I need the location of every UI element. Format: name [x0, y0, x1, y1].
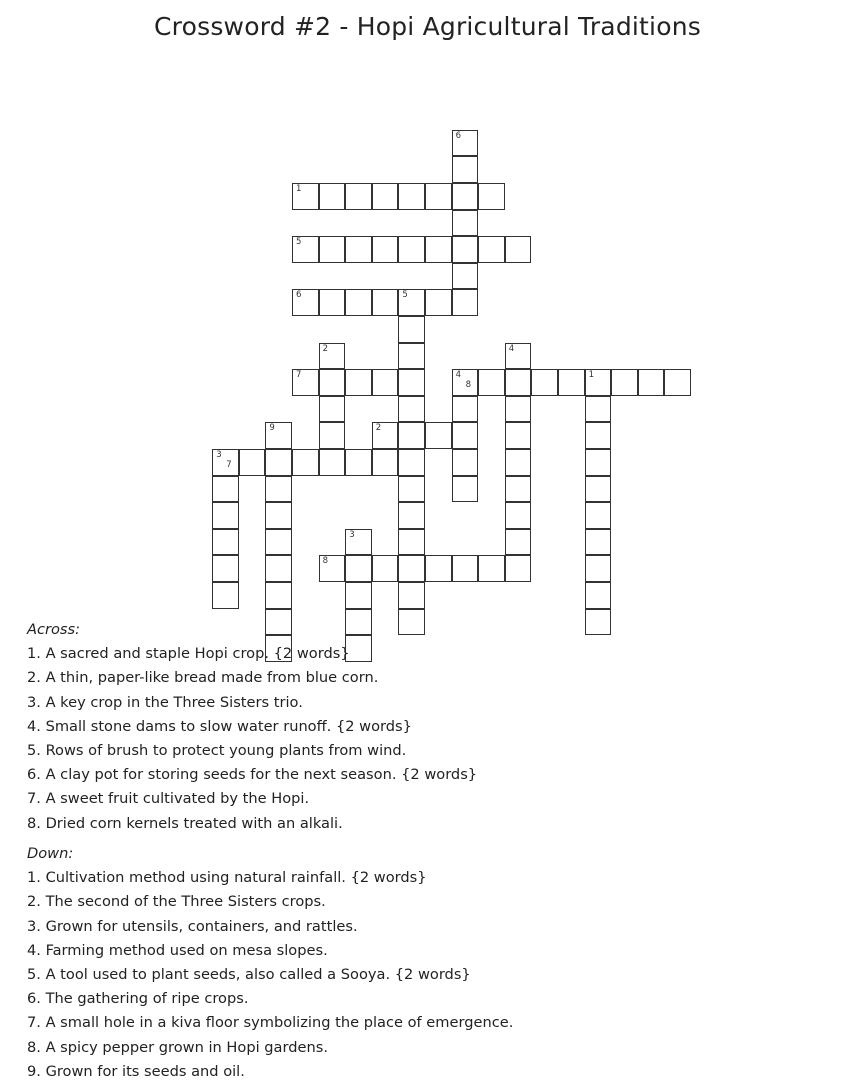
- crossword-cell[interactable]: [372, 236, 399, 263]
- crossword-cell[interactable]: [611, 369, 638, 396]
- crossword-cell[interactable]: [319, 422, 346, 449]
- down-clue-2: 2. The second of the Three Sisters crops.: [27, 893, 326, 911]
- crossword-cell[interactable]: [345, 555, 372, 582]
- crossword-cell[interactable]: [505, 555, 532, 582]
- down-clues: [27, 842, 513, 1084]
- crossword-cell[interactable]: [478, 183, 505, 210]
- clue-number: 7: [296, 370, 302, 381]
- crossword-cell[interactable]: [265, 529, 292, 556]
- crossword-cell[interactable]: [585, 582, 612, 609]
- crossword-cell[interactable]: [398, 316, 425, 343]
- crossword-cell[interactable]: [505, 396, 532, 423]
- crossword-cell[interactable]: [452, 210, 479, 237]
- crossword-cell[interactable]: [425, 422, 452, 449]
- crossword-cell[interactable]: [265, 555, 292, 582]
- clue-number: 2: [375, 423, 382, 434]
- crossword-cell[interactable]: [452, 156, 479, 183]
- crossword-cell[interactable]: [398, 529, 425, 556]
- crossword-cell[interactable]: [505, 449, 532, 476]
- down-clue-9: 9. Grown for its seeds and oil.: [27, 1062, 245, 1080]
- crossword-cell[interactable]: [478, 555, 505, 582]
- crossword-cell[interactable]: [425, 555, 452, 582]
- crossword-cell[interactable]: [664, 369, 691, 396]
- crossword-cell[interactable]: [345, 582, 372, 609]
- crossword-cell[interactable]: [558, 369, 585, 396]
- crossword-cell[interactable]: [585, 609, 612, 636]
- clue-number: 9: [269, 423, 275, 434]
- crossword-cell[interactable]: [452, 555, 479, 582]
- crossword-cell[interactable]: [345, 369, 372, 396]
- crossword-cell[interactable]: [478, 236, 505, 263]
- crossword-cell[interactable]: [585, 396, 612, 423]
- crossword-cell[interactable]: [398, 502, 425, 529]
- page-title: Crossword #2 - Hopi Agricultural Traditions: [154, 12, 701, 41]
- crossword-cell[interactable]: [398, 369, 425, 396]
- across-clue-4: 4. Small stone dams to slow water runoff. {2 words}: [27, 717, 412, 735]
- crossword-cell[interactable]: [265, 502, 292, 529]
- clue-number: 6: [455, 130, 462, 141]
- crossword-cell[interactable]: [398, 396, 425, 423]
- crossword-cell[interactable]: [265, 449, 292, 476]
- crossword-cell[interactable]: [319, 396, 346, 423]
- across-heading: Across:: [27, 621, 81, 638]
- down-clue-6: 6. The gathering of ripe crops.: [27, 990, 249, 1008]
- down-heading: Down:: [27, 845, 74, 862]
- crossword-cell[interactable]: [372, 289, 399, 316]
- crossword-cell[interactable]: [585, 449, 612, 476]
- down-clue-3: 3. Grown for utensils, containers, and rattles.: [27, 917, 358, 935]
- crossword-cell[interactable]: [585, 502, 612, 529]
- crossword-cell[interactable]: [372, 449, 399, 476]
- crossword-cell[interactable]: [425, 236, 452, 263]
- crossword-cell[interactable]: [452, 476, 479, 503]
- clue-number: 3: [349, 529, 355, 540]
- clue-number: 1: [588, 370, 595, 381]
- crossword-cell[interactable]: [212, 555, 239, 582]
- crossword-cell[interactable]: [212, 582, 239, 609]
- crossword-cell[interactable]: [478, 369, 505, 396]
- clue-number: 2: [322, 343, 329, 354]
- clue-number: 3: [216, 450, 222, 460]
- crossword-cell[interactable]: [212, 502, 239, 529]
- crossword-cell[interactable]: [398, 555, 425, 582]
- across-clue-5: 5. Rows of brush to protect young plants from wind.: [27, 742, 407, 760]
- across-clues: [27, 618, 477, 836]
- crossword-cell[interactable]: [398, 183, 425, 210]
- crossword-cell[interactable]: [398, 422, 425, 449]
- down-clue-8: 8. A spicy pepper grown in Hopi gardens.: [27, 1038, 328, 1056]
- crossword-cell[interactable]: [452, 396, 479, 423]
- crossword-cell[interactable]: [452, 449, 479, 476]
- crossword-cell[interactable]: [345, 183, 372, 210]
- down-clue-1: 1. Cultivation method using natural rainfall. {2 words}: [27, 869, 427, 887]
- crossword-cell[interactable]: [292, 449, 319, 476]
- crossword-cell[interactable]: [505, 369, 532, 396]
- crossword-cell[interactable]: [585, 555, 612, 582]
- crossword-cell[interactable]: [345, 449, 372, 476]
- crossword-cell[interactable]: [345, 289, 372, 316]
- crossword-cell[interactable]: [585, 422, 612, 449]
- clue-number: 5: [296, 237, 302, 248]
- crossword-cell[interactable]: [372, 369, 399, 396]
- crossword-cell[interactable]: [372, 183, 399, 210]
- crossword-cell[interactable]: [319, 289, 346, 316]
- clue-number: 7: [226, 460, 232, 470]
- crossword-cell[interactable]: [212, 529, 239, 556]
- down-clue-5: 5. A tool used to plant seeds, also called a Sooya. {2 words}: [27, 966, 471, 984]
- down-clue-7: 7. A small hole in a kiva floor symbolizing the place of emergence.: [27, 1014, 514, 1032]
- crossword-cell[interactable]: [265, 582, 292, 609]
- clue-number: 8: [322, 556, 329, 567]
- crossword-cell[interactable]: [531, 369, 558, 396]
- down-clue-4: 4. Farming method used on mesa slopes.: [27, 941, 328, 959]
- clue-number: 8: [465, 380, 472, 391]
- crossword-cell[interactable]: [505, 529, 532, 556]
- crossword-cell[interactable]: [452, 183, 479, 210]
- crossword-cell[interactable]: [319, 449, 346, 476]
- crossword-cell[interactable]: [452, 263, 479, 290]
- crossword-cell[interactable]: [452, 289, 479, 316]
- crossword-cell[interactable]: [265, 476, 292, 503]
- crossword-cell[interactable]: [505, 422, 532, 449]
- crossword-cell[interactable]: [425, 183, 452, 210]
- clue-number: 6: [296, 290, 302, 301]
- crossword-cell[interactable]: [239, 449, 266, 476]
- across-clue-2: 2. A thin, paper-like bread made from blue corn.: [27, 669, 379, 687]
- crossword-cell[interactable]: [505, 502, 532, 529]
- across-clue-1: 1. A sacred and staple Hopi crop. {2 words}: [27, 645, 350, 663]
- across-clue-6: 6. A clay pot for storing seeds for the next season. {2 words}: [27, 766, 478, 784]
- crossword-cell[interactable]: [398, 343, 425, 370]
- crossword-cell[interactable]: [345, 236, 372, 263]
- crossword-cell[interactable]: [372, 555, 399, 582]
- crossword-cell[interactable]: [398, 582, 425, 609]
- crossword-cell[interactable]: [319, 236, 346, 263]
- crossword-cell[interactable]: [585, 529, 612, 556]
- crossword-cell[interactable]: [638, 369, 665, 396]
- crossword-cell[interactable]: [452, 422, 479, 449]
- crossword-cell[interactable]: [505, 476, 532, 503]
- clue-number: 4: [508, 343, 515, 354]
- crossword-cell[interactable]: [319, 183, 346, 210]
- across-clue-8: 8. Dried corn kernels treated with an alkali.: [27, 814, 343, 832]
- crossword-cell[interactable]: [398, 449, 425, 476]
- clue-number: 5: [402, 290, 408, 301]
- across-clue-7: 7. A sweet fruit cultivated by the Hopi.: [27, 790, 310, 808]
- crossword-cell[interactable]: [585, 476, 612, 503]
- crossword-cell[interactable]: [398, 236, 425, 263]
- crossword-cell[interactable]: [452, 236, 479, 263]
- across-clue-3: 3. A key crop in the Three Sisters trio.: [27, 693, 303, 711]
- clue-number: 4: [455, 370, 462, 381]
- crossword-cell[interactable]: [398, 476, 425, 503]
- clue-number: 1: [296, 184, 302, 194]
- crossword-cell[interactable]: [425, 289, 452, 316]
- crossword-cell[interactable]: [212, 476, 239, 503]
- crossword-cell[interactable]: [505, 236, 532, 263]
- crossword-cell[interactable]: [319, 369, 346, 396]
